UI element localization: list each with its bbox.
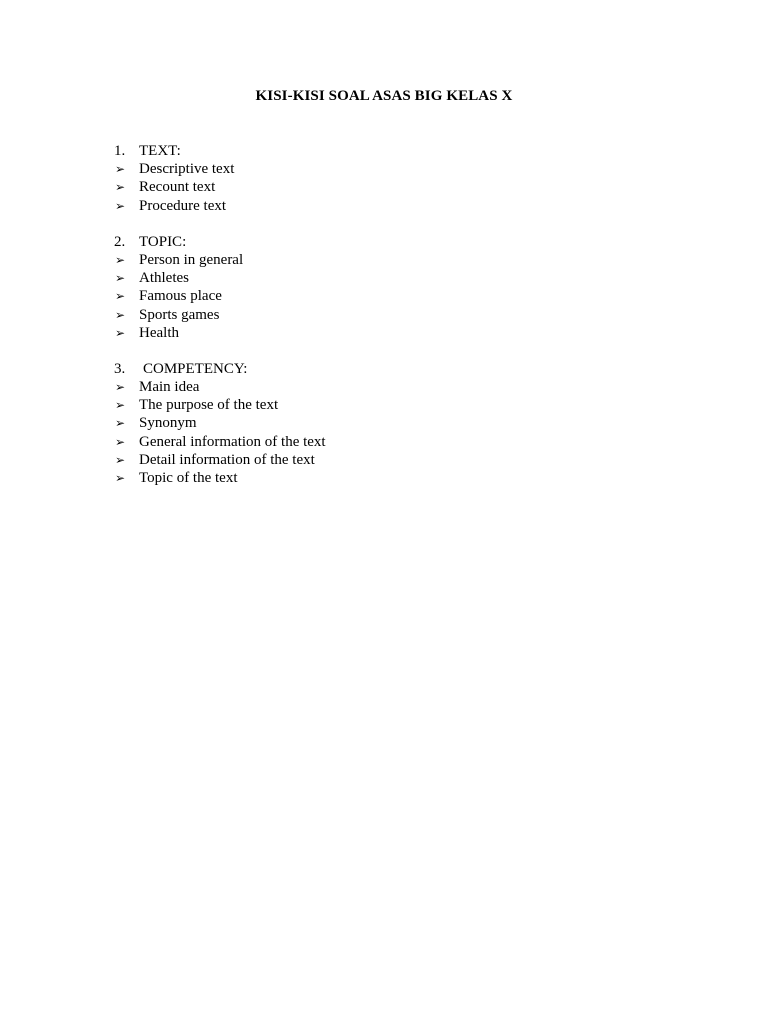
- list-item-text: Procedure text: [139, 197, 227, 214]
- list-item-text: Topic of the text: [139, 470, 238, 486]
- list-item-text: Main idea: [139, 379, 200, 396]
- list-item-text: Recount text: [139, 179, 216, 196]
- list-item: [114, 269, 714, 287]
- section-number: 3.: [114, 360, 126, 377]
- arrow-bullet-icon: ➢: [115, 380, 126, 395]
- list-item-text: Famous place: [139, 288, 222, 305]
- list-item: [114, 469, 714, 487]
- list-item-text: Synonym: [139, 415, 197, 432]
- list-item: [114, 251, 714, 269]
- section-number: 1.: [114, 143, 126, 159]
- section-title: TOPIC:: [139, 233, 187, 250]
- arrow-bullet-icon: ➢: [115, 307, 126, 322]
- list-item-text: Sports games: [139, 306, 220, 323]
- section-title: COMPETENCY:: [143, 360, 248, 377]
- list-item-text: General information of the text: [139, 433, 326, 450]
- list-item: [114, 306, 714, 324]
- arrow-bullet-icon: ➢: [115, 398, 126, 413]
- section-heading: [114, 142, 714, 160]
- arrow-bullet-icon: ➢: [115, 252, 126, 267]
- arrow-bullet-icon: ➢: [115, 271, 126, 286]
- arrow-bullet-icon: ➢: [115, 452, 126, 467]
- list-item: [114, 433, 714, 451]
- list-item: [114, 451, 714, 469]
- list-item-text: Descriptive text: [139, 161, 235, 178]
- list-item: [114, 160, 714, 178]
- section-title: TEXT:: [139, 143, 181, 159]
- sections-list: [114, 142, 714, 505]
- section-heading: [114, 233, 714, 251]
- list-item: [114, 396, 714, 414]
- section-heading: [114, 360, 714, 378]
- section-topic: [114, 233, 714, 342]
- list-item: [114, 324, 714, 342]
- list-item-text: Athletes: [139, 270, 189, 287]
- list-item: [114, 287, 714, 305]
- arrow-bullet-icon: ➢: [115, 434, 126, 449]
- list-item-text: Detail information of the text: [139, 451, 315, 468]
- section-text: [114, 142, 714, 215]
- list-item-text: The purpose of the text: [139, 397, 279, 414]
- list-item: [114, 414, 714, 432]
- section-competency: [114, 360, 714, 487]
- list-item: [114, 197, 714, 215]
- list-item: [114, 378, 714, 396]
- arrow-bullet-icon: ➢: [115, 325, 126, 340]
- arrow-bullet-icon: ➢: [115, 471, 126, 485]
- list-item-text: Person in general: [139, 251, 244, 268]
- arrow-bullet-icon: ➢: [115, 198, 126, 213]
- arrow-bullet-icon: ➢: [115, 162, 126, 177]
- list-item: [114, 178, 714, 196]
- section-number: 2.: [114, 233, 126, 250]
- arrow-bullet-icon: ➢: [115, 180, 126, 195]
- arrow-bullet-icon: ➢: [115, 416, 126, 431]
- arrow-bullet-icon: ➢: [115, 289, 126, 304]
- document-title: KISI-KISI SOAL ASAS BIG KELAS X: [255, 88, 513, 104]
- list-item-text: Health: [139, 324, 179, 341]
